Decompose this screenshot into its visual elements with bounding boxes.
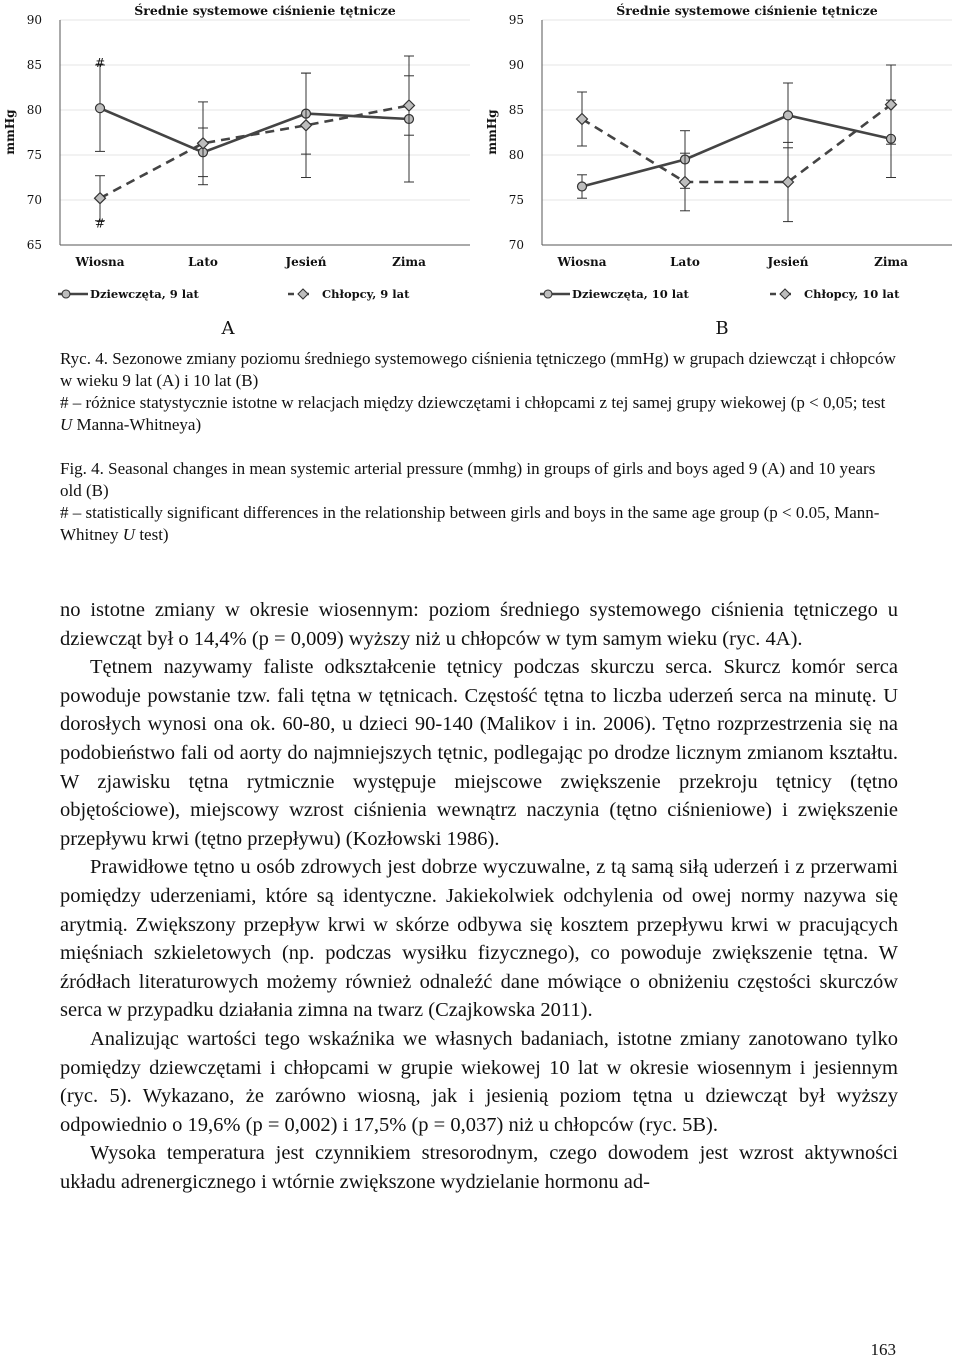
significance-mark: # bbox=[94, 56, 106, 71]
y-tick-label: 70 bbox=[508, 238, 524, 252]
y-tick-label: 85 bbox=[508, 103, 524, 117]
x-tick-label: Zima bbox=[392, 255, 426, 269]
data-point bbox=[301, 120, 312, 131]
y-tick-label: 80 bbox=[508, 148, 524, 162]
chart-b bbox=[482, 0, 960, 345]
chart-title: Średnie systemowe ciśnienie tętnicze bbox=[616, 3, 878, 18]
x-tick-label: Jesień bbox=[285, 255, 327, 269]
y-axis-label: mmHg bbox=[3, 109, 17, 155]
paragraph-4: Analizując wartości tego wskaźnika we własnych badaniach, istotne zmiany zanotowano tylko pomiędzy dziewczętami i chłopcami w grupie wiekowej 10 lat w okresie wiosennym i jesiennym (ryc. 5). Wykazano, że zarówno wiosną, jak i jesienią poziom tętna u dziewcząt był wyższy odpowiednio o 19,6% (p = 0,002) i 17,5% (p = 0,037) niż u chłopców (ryc. 5B). bbox=[60, 1027, 898, 1136]
significance-mark: # bbox=[94, 216, 106, 231]
series-line bbox=[100, 106, 409, 199]
legend-label: Dziewczęta, 9 lat bbox=[90, 287, 199, 301]
x-tick-label: Lato bbox=[670, 255, 700, 269]
chart-a bbox=[0, 0, 478, 345]
figure-caption-polish bbox=[60, 348, 900, 436]
x-tick-label: Wiosna bbox=[557, 255, 607, 269]
data-point bbox=[96, 104, 105, 113]
y-tick-label: 80 bbox=[26, 103, 42, 117]
paragraph-1: no istotne zmiany w okresie wiosennym: poziom średniego systemowego ciśnienia tętniczego u dziewcząt był o 14,4% (p = 0,009) wyższy niż u chłopców w tym samym wieku (ryc. 4A). bbox=[60, 599, 898, 650]
data-point bbox=[578, 182, 587, 191]
y-axis-label: mmHg bbox=[485, 109, 499, 155]
paragraph-5: Wysoka temperatura jest czynnikiem stresorodnym, czego dowodem jest wzrost aktywności układu adrenergicznego i wtórnie zwiększone wydzielanie hormonu ad- bbox=[60, 1142, 898, 1193]
y-tick-label: 75 bbox=[26, 148, 42, 162]
page-number: 163 bbox=[870, 1340, 896, 1359]
y-tick-label: 90 bbox=[508, 58, 524, 72]
data-point bbox=[198, 138, 209, 149]
x-tick-label: Jesień bbox=[767, 255, 809, 269]
caption-pl-note: # – różnice statystycznie istotne w relacjach między dziewczętami i chłopcami z tej samej grupy wiekowej (p < 0,05; test U Manna-Whitneya) bbox=[60, 393, 886, 434]
y-tick-label: 75 bbox=[508, 193, 524, 207]
data-point bbox=[95, 193, 106, 204]
panel-label: A bbox=[221, 318, 235, 339]
caption-en-title: Fig. 4. Seasonal changes in mean systemic arterial pressure (mmhg) in groups of girls and boys aged 9 (A) and 10 years old (B) bbox=[60, 459, 876, 500]
paragraph-3: Prawidłowe tętno u osób zdrowych jest dobrze wyczuwalne, z tą samą siłą uderzeń i z przerwami pomiędzy uderzeniami, które są identyczne. Jakiekolwiek odchylenia od owej normy nazywa się arytmią. Zwiększony przepływ krwi w skórze odbywa się kosztem przepływu krwi w pracujących mięśniach szkieletowych (np. podczas wysiłku fizycznego), co powoduje zwiększenie tętna. W źródłach literaturowych możemy również odnaleźć dane mówiące o obniżeniu częstości skurczów serca w przypadku działania zimna na twarz (Czajkowska 2011). bbox=[60, 856, 898, 1022]
legend-marker bbox=[298, 289, 308, 299]
x-tick-label: Lato bbox=[188, 255, 218, 269]
y-tick-label: 85 bbox=[26, 58, 42, 72]
legend-label: Dziewczęta, 10 lat bbox=[572, 287, 689, 301]
legend-marker bbox=[544, 290, 552, 298]
x-tick-label: Zima bbox=[874, 255, 908, 269]
data-point bbox=[680, 177, 691, 188]
data-point bbox=[784, 111, 793, 120]
legend-marker bbox=[780, 289, 790, 299]
chart-title: Średnie systemowe ciśnienie tętnicze bbox=[134, 3, 396, 18]
body-text bbox=[60, 596, 898, 1196]
paragraph-2: Tętnem nazywamy faliste odkształcenie tętnicy podczas skurczu serca. Skurcz komór serca powoduje powstanie tzw. fali tętna w tętnicach. Częstość tętna to liczba uderzeń serca na minutę. U dorosłych wynosi ona ok. 60-80, u dzieci 90-140 (Malikov i in. 2006). Tętno rozprzestrzenia się na podobieństwo fali od aorty do najmniejszych tętnic, podlegając po drodze licznym zmianom kształtu. W zjawisku tętna rytmicznie występuje miejscowe zwiększenie przekroju tętnicy (tętno objętościowe), miejscowy wzrost ciśnienia wewnątrz naczynia (tętno ciśnieniowe) i zwiększenie przepływu krwi (tętno przepływu) (Kozłowski 1986). bbox=[60, 656, 898, 850]
legend-label: Chłopcy, 9 lat bbox=[322, 287, 410, 301]
data-point bbox=[404, 100, 415, 111]
y-tick-label: 65 bbox=[26, 238, 42, 252]
y-tick-label: 90 bbox=[26, 13, 42, 27]
x-tick-label: Wiosna bbox=[75, 255, 125, 269]
caption-pl-title: Ryc. 4. Sezonowe zmiany poziomu średniego systemowego ciśnienia tętniczego (mmHg) w grupach dziewcząt i chłopców w wieku 9 lat (A) i 10 lat (B) bbox=[60, 349, 896, 390]
caption-en-note: # – statistically significant differences in the relationship between girls and boys in the same age group (p < 0.05, Mann-Whitney U test) bbox=[60, 503, 880, 544]
y-tick-label: 95 bbox=[508, 13, 524, 27]
y-tick-label: 70 bbox=[26, 193, 42, 207]
panel-label: B bbox=[715, 318, 729, 339]
series-line bbox=[582, 105, 891, 182]
legend-marker bbox=[62, 290, 70, 298]
figure-caption-english bbox=[60, 458, 900, 546]
series-line bbox=[582, 115, 891, 186]
legend-label: Chłopcy, 10 lat bbox=[804, 287, 900, 301]
